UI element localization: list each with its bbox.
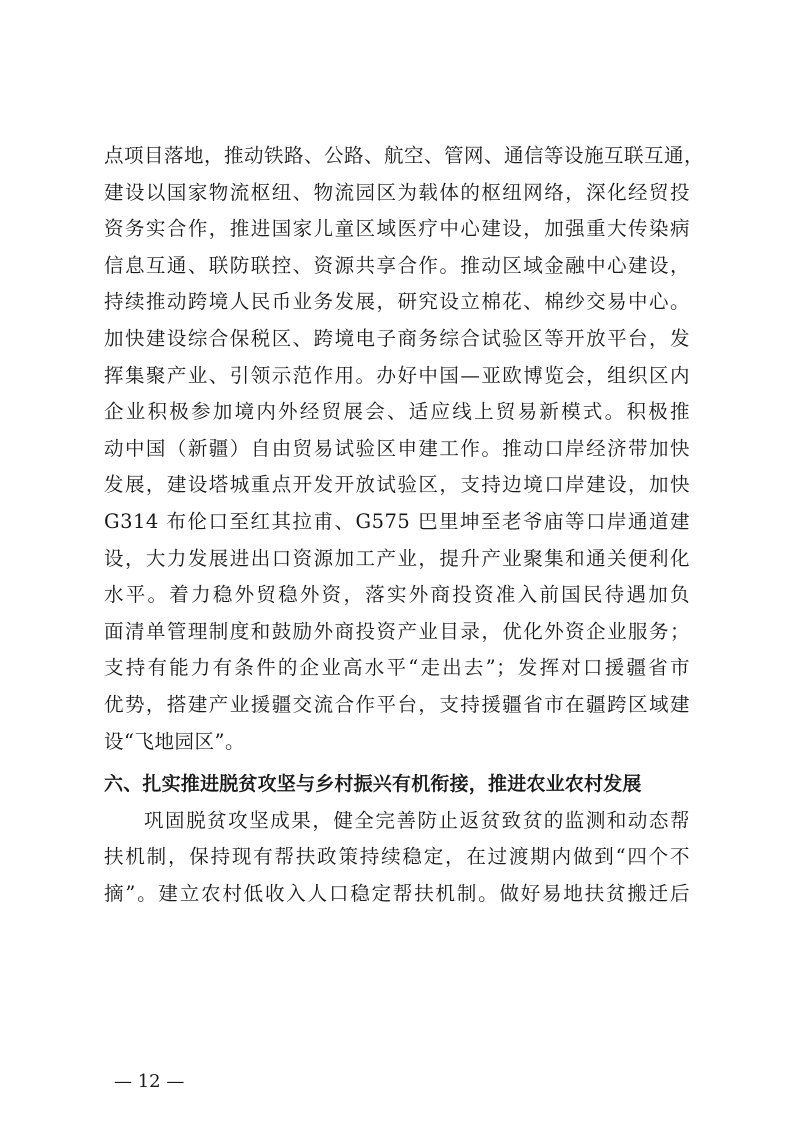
document-body <box>104 138 705 912</box>
text-line: 设，大力发展进出口资源加工产业，提升产业聚集和通关便利化 <box>104 546 690 570</box>
text-line: 发展，建设塔城重点开发开放试验区，支持边境口岸建设，加快 <box>104 473 690 497</box>
text-line: 面清单管理制度和鼓励外商投资产业目录，优化外资企业服务； <box>104 619 690 643</box>
text-line: 摘”。建立农村低收入人口稳定帮扶机制。做好易地扶贫搬迁后 <box>104 881 690 905</box>
text-line: 设“飞地园区”。 <box>104 729 245 753</box>
text-line: 建设以国家物流枢纽、物流园区为载体的枢纽网络，深化经贸投 <box>104 180 690 204</box>
text-line: 支持有能力有条件的企业高水平“走出去”；发挥对口援疆省市 <box>104 656 690 680</box>
section-heading: 六、扎实推进脱贫攻坚与乡村振兴有机衔接，推进农业农村发展 <box>104 773 642 796</box>
text-line: 巩固脱贫攻坚成果，健全完善防止返贫致贫的监测和动态帮 <box>144 808 690 832</box>
text-line: 水平。着力稳外贸稳外资，落实外商投资准入前国民待遇加负 <box>104 583 690 607</box>
text-line: 信息互通、联防联控、资源共享合作。推动区域金融中心建设， <box>104 253 690 277</box>
text-line: 企业积极参加境内外经贸展会、适应线上贸易新模式。积极推 <box>104 400 690 424</box>
text-line: 加快建设综合保税区、跨境电子商务综合试验区等开放平台，发 <box>104 326 690 350</box>
text-line: 资务实合作，推进国家儿童区域医疗中心建设，加强重大传染病 <box>104 217 690 241</box>
page-number: — 12 — <box>114 1071 185 1092</box>
text-line: 扶机制，保持现有帮扶政策持续稳定，在过渡期内做到“四个不 <box>104 845 690 869</box>
text-line: 持续推动跨境人民币业务发展，研究设立棉花、棉纱交易中心。 <box>104 290 690 314</box>
text-line: G314 布伦口至红其拉甫、G575 巴里坤至老爷庙等口岸通道建 <box>104 509 690 533</box>
text-line: 挥集聚产业、引领示范作用。办好中国—亚欧博览会，组织区内 <box>104 363 690 387</box>
paragraph-poverty-alleviation <box>104 803 690 913</box>
text-line: 优势，搭建产业援疆交流合作平台，支持援疆省市在疆跨区域建 <box>104 692 690 716</box>
text-line: 动中国（新疆）自由贸易试验区申建工作。推动口岸经济带加快 <box>104 436 690 460</box>
paragraph-opening-policy <box>104 138 705 760</box>
text-line: 点项目落地，推动铁路、公路、航空、管网、通信等设施互联互通， <box>104 144 705 167</box>
